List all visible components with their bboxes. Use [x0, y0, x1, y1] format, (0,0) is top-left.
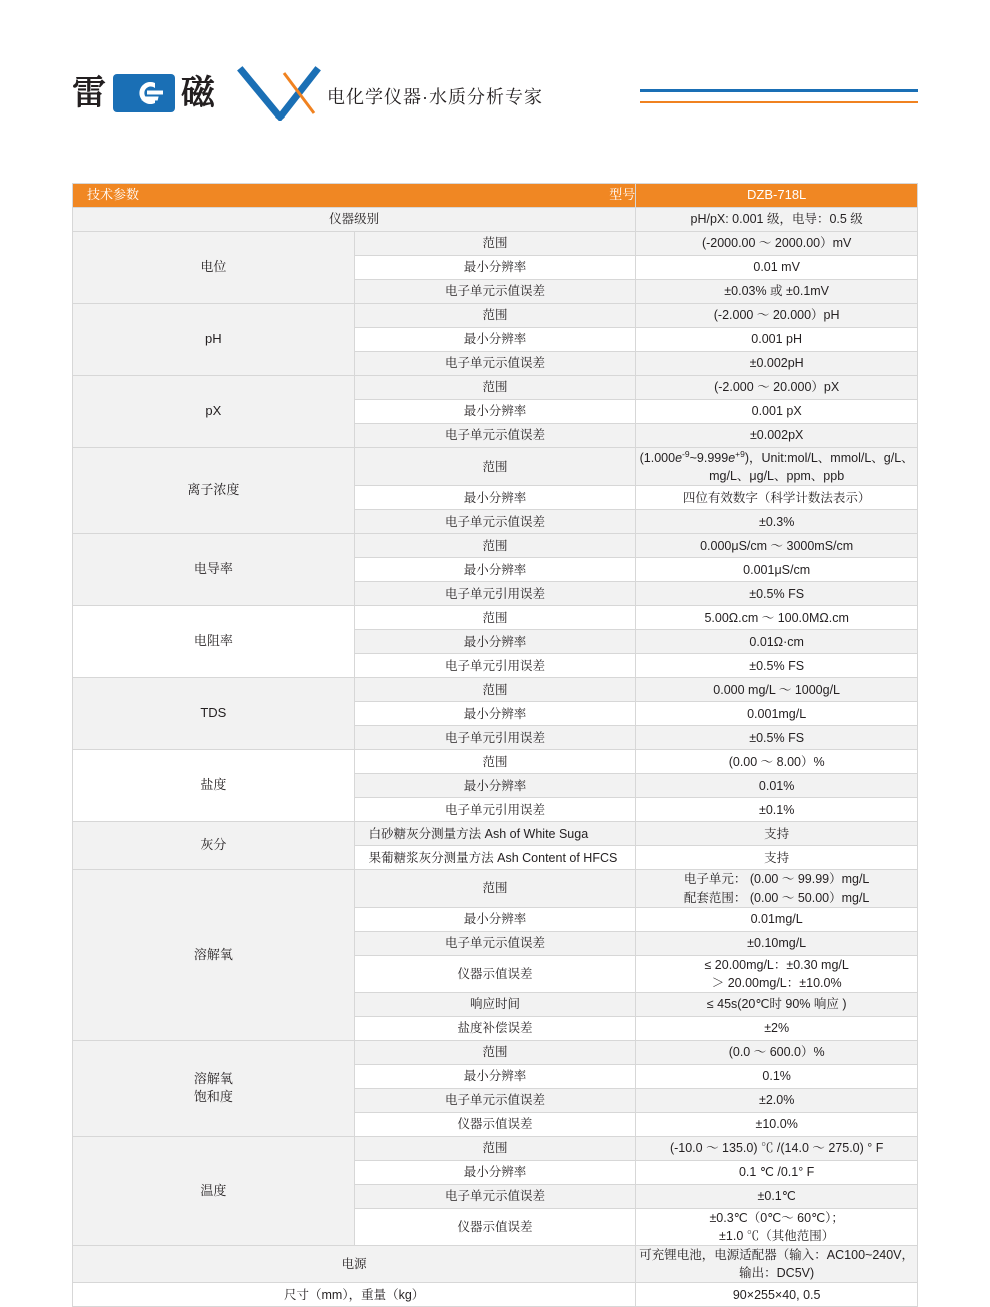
table-header-row — [73, 184, 918, 208]
spec-label-cell: 最小分辨率 — [354, 702, 636, 726]
spec-label-cell: 白砂糖灰分测量方法 Ash of White Suga — [354, 822, 636, 846]
brand-badge-icon — [113, 74, 175, 112]
spec-group-cell: 电阻率 — [73, 606, 355, 678]
spec-label-cell: 最小分辨率 — [354, 256, 636, 280]
spec-value-cell: (-10.0 ～ 135.0) ℃ /(14.0 ～ 275.0) ° F — [636, 1136, 918, 1160]
spec-label-cell: 电子单元引用误差 — [354, 798, 636, 822]
spec-label-cell: 电子单元引用误差 — [354, 582, 636, 606]
spec-label-cell: 电子单元引用误差 — [354, 726, 636, 750]
spec-group-cell: pH — [73, 304, 355, 376]
spec-label-cell: 电源 — [73, 1246, 636, 1283]
spec-group-cell: 离子浓度 — [73, 448, 355, 534]
spec-group-cell: pX — [73, 376, 355, 448]
spec-value-cell: 0.001mg/L — [636, 702, 918, 726]
spec-group-cell: 溶解氧 饱和度 — [73, 1040, 355, 1136]
spec-label-cell: 电子单元示值误差 — [354, 280, 636, 304]
spec-value-cell: ±0.03% 或 ±0.1mV — [636, 280, 918, 304]
spec-label-cell: 范围 — [354, 1136, 636, 1160]
spec-label-cell: 范围 — [354, 1040, 636, 1064]
spec-label-cell: 范围 — [354, 376, 636, 400]
table-row — [73, 822, 918, 846]
spec-value-cell: 支持 — [636, 822, 918, 846]
table-row — [73, 606, 918, 630]
spec-value-cell: ≤ 45s(20℃时 90% 响应 ) — [636, 992, 918, 1016]
spec-label-cell: 范围 — [354, 232, 636, 256]
spec-label-cell: 电子单元示值误差 — [354, 1088, 636, 1112]
spec-label-cell: 最小分辨率 — [354, 486, 636, 510]
spec-value-cell: 0.001 pH — [636, 328, 918, 352]
spec-value-cell: $(1.000e^{-9}\sim 9.999e^{+9})$，Unit:mol/L、mmol/L、g/L、mg/L、μg/L、ppm、ppb — [636, 448, 918, 486]
spec-label-cell: 最小分辨率 — [354, 630, 636, 654]
table-row — [73, 376, 918, 400]
page-header — [0, 55, 990, 135]
spec-value-cell: 可充锂电池，电源适配器（输入：AC100~240V，输出：DC5V) — [636, 1246, 918, 1283]
brand-char-left: 雷 — [72, 73, 107, 113]
spec-value-cell: ±0.3℃（0℃～ 60℃）； ±1.0 ℃（其他范围） — [636, 1208, 918, 1245]
spec-label-cell: 果葡糖浆灰分测量方法 Ash Content of HFCS — [354, 846, 636, 870]
table-row — [73, 1136, 918, 1160]
spec-label-cell: 尺寸（mm），重量（kg） — [73, 1283, 636, 1307]
spec-label-cell: 最小分辨率 — [354, 400, 636, 424]
spec-group-cell: 灰分 — [73, 822, 355, 870]
table-row — [73, 750, 918, 774]
spec-label-cell: 最小分辨率 — [354, 907, 636, 931]
x-mark-icon — [236, 65, 322, 121]
spec-value-cell: ±0.5% FS — [636, 582, 918, 606]
header-rule-blue — [640, 89, 918, 92]
spec-value-cell: 90×255×40, 0.5 — [636, 1283, 918, 1307]
spec-label-cell: 范围 — [354, 448, 636, 486]
table-row — [73, 870, 918, 907]
spec-group-cell: 盐度 — [73, 750, 355, 822]
spec-value-cell: (0.0 ～ 600.0）% — [636, 1040, 918, 1064]
table-row — [73, 448, 918, 486]
header-param-label: 技术参数 型号 — [73, 184, 636, 208]
spec-label-cell: 电子单元示值误差 — [354, 352, 636, 376]
spec-label-cell: 电子单元示值误差 — [354, 931, 636, 955]
header-model-value: DZB-718L — [636, 184, 918, 208]
spec-label-cell: 最小分辨率 — [354, 328, 636, 352]
table-row — [73, 232, 918, 256]
spec-value-cell: (-2000.00 ～ 2000.00）mV — [636, 232, 918, 256]
spec-value-cell: 四位有效数字（科学计数法表示） — [636, 486, 918, 510]
table-row — [73, 678, 918, 702]
brand-char-right: 磁 — [181, 73, 216, 113]
spec-value-cell: ±10.0% — [636, 1112, 918, 1136]
spec-label-cell: 盐度补偿误差 — [354, 1016, 636, 1040]
spec-label-cell: 仪器示值误差 — [354, 955, 636, 992]
spec-value-cell: ±0.3% — [636, 510, 918, 534]
brand-x-icon — [236, 65, 322, 121]
spec-label-cell: 电子单元引用误差 — [354, 654, 636, 678]
spec-value-cell: (0.00 ～ 8.00）% — [636, 750, 918, 774]
spec-value-cell: ±2% — [636, 1016, 918, 1040]
spec-group-cell: 电位 — [73, 232, 355, 304]
spec-label-cell: 范围 — [354, 534, 636, 558]
spec-label-cell: 最小分辨率 — [354, 558, 636, 582]
spec-value-cell: 支持 — [636, 846, 918, 870]
spec-label-cell: 范围 — [354, 606, 636, 630]
table-row — [73, 1283, 918, 1307]
spec-value-cell: pH/pX: 0.001 级，电导：0.5 级 — [636, 208, 918, 232]
spec-label-cell: 范围 — [354, 870, 636, 907]
spec-label-cell: 仪器示值误差 — [354, 1208, 636, 1245]
spec-table — [72, 183, 918, 1307]
spec-group-cell: 溶解氧 — [73, 870, 355, 1041]
spec-label-cell: 最小分辨率 — [354, 774, 636, 798]
spec-value-cell: 0.001 pX — [636, 400, 918, 424]
spec-value-cell: ±0.10mg/L — [636, 931, 918, 955]
spec-value-cell: ±0.5% FS — [636, 654, 918, 678]
spec-label-cell: 范围 — [354, 750, 636, 774]
spec-value-cell: (-2.000 ～ 20.000）pX — [636, 376, 918, 400]
spec-value-cell: ≤ 20.00mg/L：±0.30 mg/L ＞ 20.00mg/L：±10.0% — [636, 955, 918, 992]
spec-label-cell: 电子单元示值误差 — [354, 424, 636, 448]
spec-value-cell: ±2.0% — [636, 1088, 918, 1112]
table-row — [73, 534, 918, 558]
spec-value-cell: 0.001μS/cm — [636, 558, 918, 582]
spec-value-cell: 0.1 ℃ /0.1° F — [636, 1160, 918, 1184]
spec-group-cell: 温度 — [73, 1136, 355, 1245]
spec-label-cell: 电子单元示值误差 — [354, 510, 636, 534]
header-rule-orange — [640, 101, 918, 103]
spec-label-cell: 电子单元示值误差 — [354, 1184, 636, 1208]
spec-group-cell: 电导率 — [73, 534, 355, 606]
spec-value-cell: 5.00Ω.cm ～ 100.0MΩ.cm — [636, 606, 918, 630]
spec-value-cell: ±0.5% FS — [636, 726, 918, 750]
table-row — [73, 304, 918, 328]
spec-value-cell: 0.1% — [636, 1064, 918, 1088]
spec-value-cell: 0.000μS/cm ～ 3000mS/cm — [636, 534, 918, 558]
spec-value-cell: 0.000 mg/L ～ 1000g/L — [636, 678, 918, 702]
spec-label-cell: 仪器级别 — [73, 208, 636, 232]
spec-value-cell: ±0.1% — [636, 798, 918, 822]
spec-value-cell: ±0.002pX — [636, 424, 918, 448]
spec-label-cell: 范围 — [354, 304, 636, 328]
spec-value-cell: ±0.002pH — [636, 352, 918, 376]
spec-label-cell: 最小分辨率 — [354, 1160, 636, 1184]
spec-label-cell: 响应时间 — [354, 992, 636, 1016]
spec-label-cell: 范围 — [354, 678, 636, 702]
spec-label-cell: 仪器示值误差 — [354, 1112, 636, 1136]
spec-value-cell: 0.01 mV — [636, 256, 918, 280]
table-row — [73, 208, 918, 232]
spec-label-cell: 最小分辨率 — [354, 1064, 636, 1088]
brand-logo — [72, 65, 322, 121]
lei-ci-mark-icon — [121, 79, 167, 107]
brand-tagline: 电化学仪器·水质分析专家 — [327, 87, 543, 107]
header-rule-group — [640, 89, 918, 103]
spec-value-cell: 0.01Ω·cm — [636, 630, 918, 654]
spec-table-wrap — [72, 183, 918, 1307]
table-row — [73, 1246, 918, 1283]
spec-value-cell: ±0.1℃ — [636, 1184, 918, 1208]
spec-value-cell: 电子单元： (0.00 ～ 99.99）mg/L 配套范围： (0.00 ～ 50.00）mg/L — [636, 870, 918, 907]
spec-value-cell: 0.01% — [636, 774, 918, 798]
spec-value-cell: (-2.000 ～ 20.000）pH — [636, 304, 918, 328]
table-row — [73, 1040, 918, 1064]
spec-group-cell: TDS — [73, 678, 355, 750]
spec-value-cell: 0.01mg/L — [636, 907, 918, 931]
